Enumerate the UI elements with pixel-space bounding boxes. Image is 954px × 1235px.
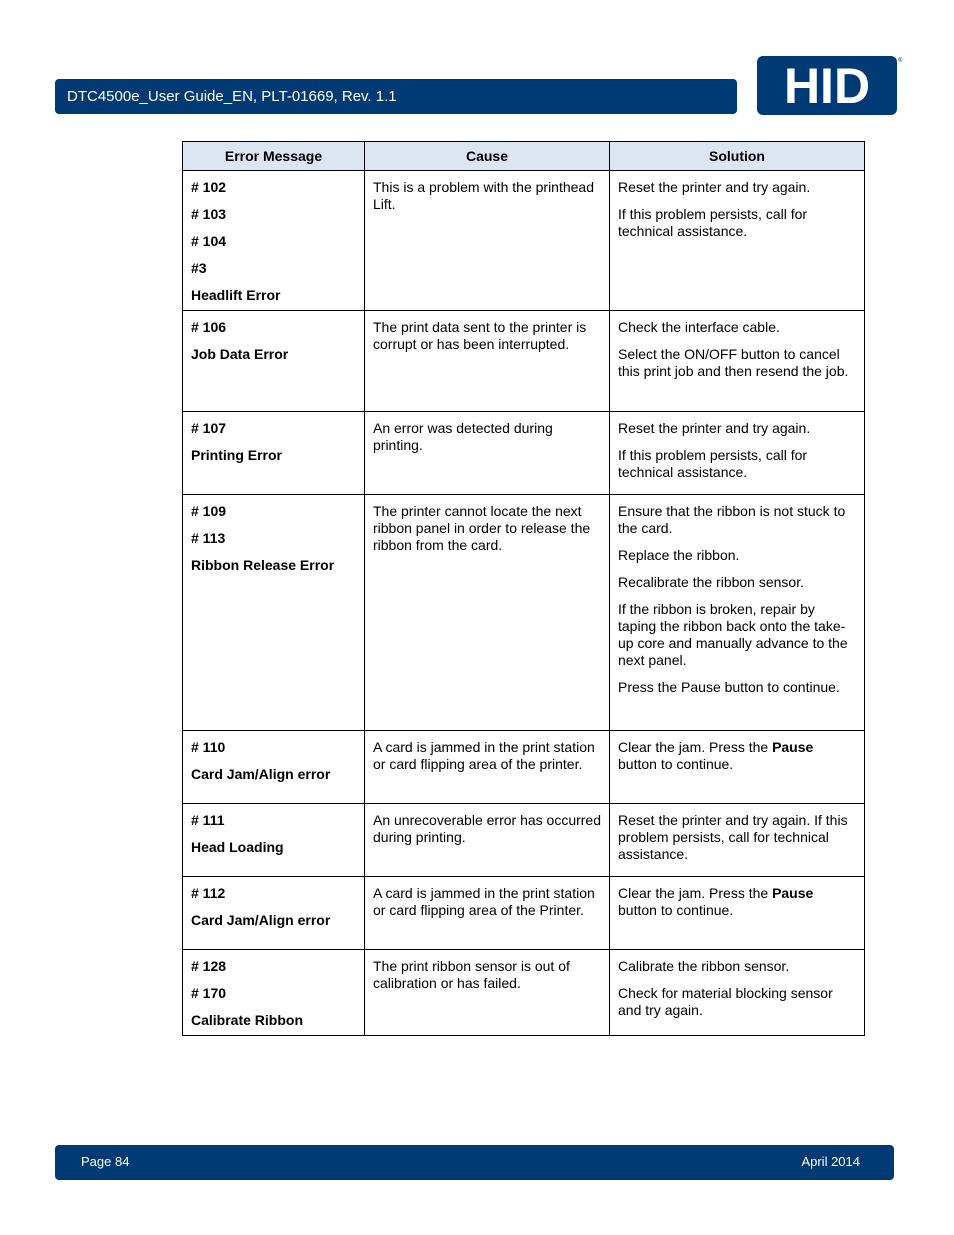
error-message-cell bbox=[183, 311, 365, 412]
cause-cell: This is a problem with the printhead Lift. bbox=[365, 171, 610, 311]
solution-text: button to continue. bbox=[618, 756, 734, 772]
table-header-row bbox=[183, 142, 865, 171]
error-code: # 113 bbox=[191, 530, 226, 546]
solution-text: Clear the jam. Press the bbox=[618, 739, 773, 755]
document-title: DTC4500e_User Guide_EN, PLT-01669, Rev. 1.1 bbox=[67, 88, 397, 105]
svg-text:HID: HID bbox=[783, 58, 871, 114]
solution-step: Press the Pause button to continue. bbox=[618, 679, 840, 695]
solution-step: Check for material blocking sensor and try again. bbox=[618, 985, 833, 1018]
cause-cell: An unrecoverable error has occurred during printing. bbox=[365, 804, 610, 877]
error-code: # 110 bbox=[191, 739, 226, 755]
solution-step: Replace the ribbon. bbox=[618, 547, 740, 563]
error-code: # 112 bbox=[191, 885, 226, 901]
table-row bbox=[183, 731, 865, 804]
error-code: # 104 bbox=[191, 233, 227, 249]
error-code: # 128 bbox=[191, 958, 227, 974]
error-message-cell bbox=[183, 731, 365, 804]
cause-cell: The print data sent to the printer is corrupt or has been interrupted. bbox=[365, 311, 610, 412]
error-table bbox=[182, 141, 865, 1036]
error-message-cell bbox=[183, 171, 365, 311]
error-code: # 103 bbox=[191, 206, 227, 222]
solution-step: If this problem persists, call for technical assistance. bbox=[618, 206, 808, 239]
error-code: Card Jam/Align error bbox=[191, 912, 331, 928]
cause-cell: A card is jammed in the print station or card flipping area of the printer. bbox=[365, 731, 610, 804]
error-message-cell bbox=[183, 804, 365, 877]
solution-cell bbox=[610, 877, 865, 950]
error-message-cell bbox=[183, 495, 365, 731]
error-code: Card Jam/Align error bbox=[191, 766, 331, 782]
error-code: #3 bbox=[191, 260, 207, 276]
publication-date: April 2014 bbox=[801, 1154, 860, 1169]
solution-cell bbox=[610, 412, 865, 495]
cause-cell: The print ribbon sensor is out of calibration or has failed. bbox=[365, 950, 610, 1036]
header-error-message: Error Message bbox=[183, 142, 365, 171]
error-message-cell bbox=[183, 877, 365, 950]
error-code: # 170 bbox=[191, 985, 227, 1001]
table-row bbox=[183, 950, 865, 1036]
header-solution: Solution bbox=[610, 142, 865, 171]
svg-text:®: ® bbox=[898, 58, 903, 64]
footer-bar bbox=[55, 1145, 894, 1180]
error-code: # 109 bbox=[191, 503, 227, 519]
solution-step: Reset the printer and try again. If this problem persists, call for technical assistance. bbox=[618, 812, 848, 862]
error-code: # 111 bbox=[191, 812, 225, 828]
table-row bbox=[183, 171, 865, 311]
solution-step: If the ribbon is broken, repair by taping the ribbon back onto the take- up core and manually advance to the next panel. bbox=[618, 601, 848, 668]
error-code: # 106 bbox=[191, 319, 227, 335]
solution-step: Check the interface cable. bbox=[618, 319, 780, 335]
error-code: # 102 bbox=[191, 179, 227, 195]
solution-text: button to continue. bbox=[618, 902, 734, 918]
solution-step: If this problem persists, call for technical assistance. bbox=[618, 447, 808, 480]
cause-cell: A card is jammed in the print station or card flipping area of the Printer. bbox=[365, 877, 610, 950]
solution-cell bbox=[610, 171, 865, 311]
error-message-cell bbox=[183, 950, 365, 1036]
solution-step bbox=[618, 739, 856, 773]
error-message-cell bbox=[183, 412, 365, 495]
solution-cell bbox=[610, 495, 865, 731]
table-row bbox=[183, 877, 865, 950]
pause-button-label: Pause bbox=[772, 885, 814, 901]
header-cause: Cause bbox=[365, 142, 610, 171]
cause-cell: The printer cannot locate the next ribbon panel in order to release the ribbon from the card. bbox=[365, 495, 610, 731]
error-code: Headlift Error bbox=[191, 287, 281, 303]
page-number: Page 84 bbox=[81, 1154, 130, 1169]
solution-step: Reset the printer and try again. bbox=[618, 420, 811, 436]
solution-cell bbox=[610, 731, 865, 804]
pause-button-label: Pause bbox=[772, 739, 814, 755]
solution-step: Ensure that the ribbon is not stuck to the card. bbox=[618, 503, 846, 536]
solution-cell bbox=[610, 804, 865, 877]
solution-cell bbox=[610, 950, 865, 1036]
error-code: Ribbon Release Error bbox=[191, 557, 335, 573]
solution-step: Calibrate the ribbon sensor. bbox=[618, 958, 790, 974]
header-bar bbox=[55, 79, 737, 114]
solution-step bbox=[618, 885, 856, 919]
cause-cell: An error was detected during printing. bbox=[365, 412, 610, 495]
error-code: # 107 bbox=[191, 420, 227, 436]
hid-logo bbox=[757, 56, 903, 115]
solution-text: Clear the jam. Press the bbox=[618, 885, 773, 901]
table-row bbox=[183, 412, 865, 495]
error-code: Calibrate Ribbon bbox=[191, 1012, 304, 1028]
solution-cell bbox=[610, 311, 865, 412]
table-row bbox=[183, 495, 865, 731]
table-row bbox=[183, 311, 865, 412]
table-row bbox=[183, 804, 865, 877]
error-code: Job Data Error bbox=[191, 346, 289, 362]
error-code: Head Loading bbox=[191, 839, 284, 855]
solution-step: Select the ON/OFF button to cancel this print job and then resend the job. bbox=[618, 346, 849, 379]
solution-step: Reset the printer and try again. bbox=[618, 179, 811, 195]
solution-step: Recalibrate the ribbon sensor. bbox=[618, 574, 804, 590]
error-code: Printing Error bbox=[191, 447, 283, 463]
